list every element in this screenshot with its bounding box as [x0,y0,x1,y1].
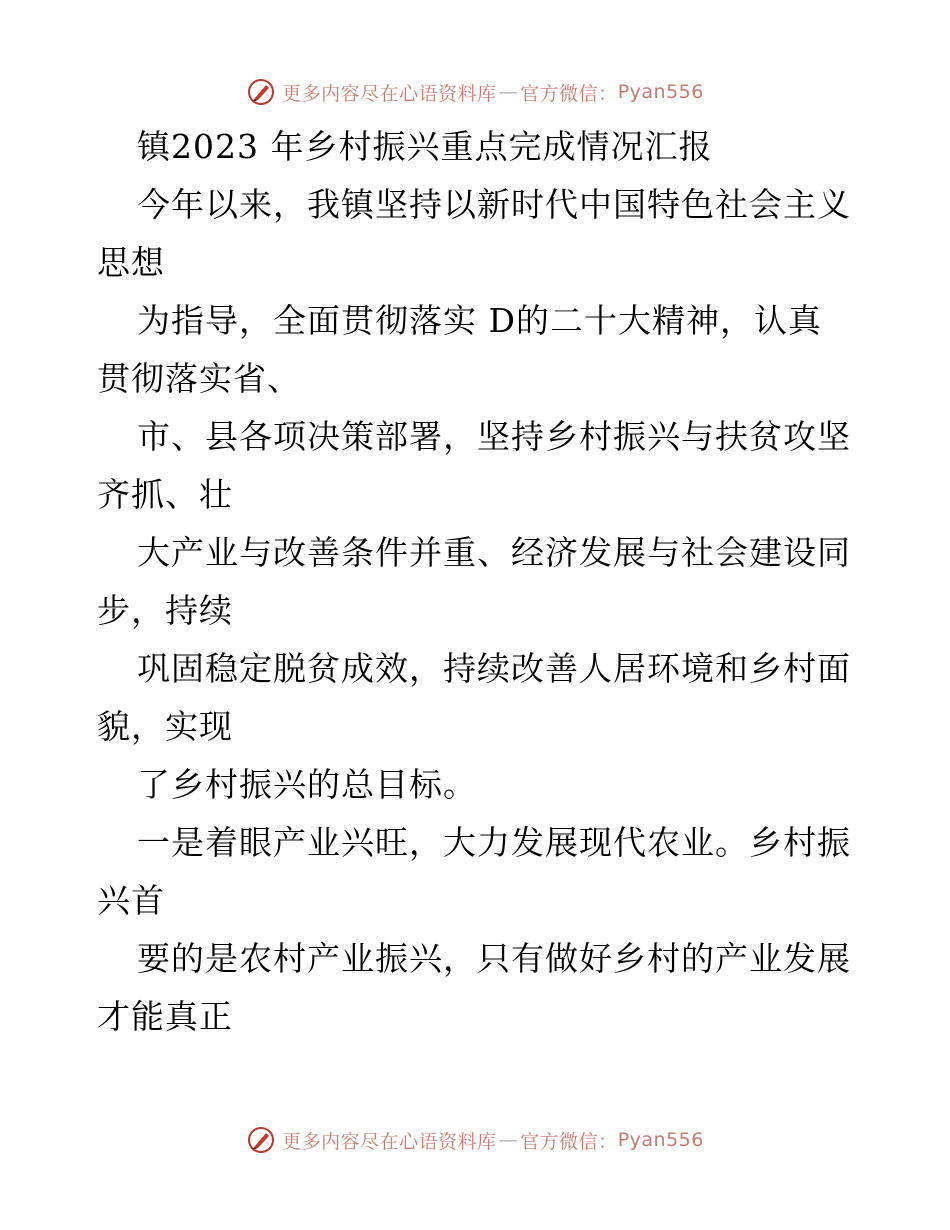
watermark-text: 更多内容尽在心语资料库 [282,1130,497,1153]
paragraph-line: 齐抓、壮 [97,475,233,514]
paragraph-line: 为指导，全面贯彻落实 D的二十大精神，认真 [137,301,822,340]
pen-logo-icon [246,77,276,107]
header-watermark [0,72,950,112]
paragraph-line: 市、县各项决策部署，坚持乡村振兴与扶贫攻坚 [137,417,851,456]
watermark-wechat-id: Pyan556 [617,1129,704,1151]
paragraph-line: 貌，实现 [97,707,233,746]
paragraph-line: 步，持续 [97,591,233,630]
paragraph-line: 一是着眼产业兴旺，大力发展现代农业。乡村振 [137,823,851,862]
document-body [97,118,857,1046]
watermark-wechat-label: 官方微信： [520,82,618,105]
paragraph-line: 思想 [97,243,165,282]
paragraph-line: 兴首 [97,881,165,920]
watermark-dash: — [498,81,519,103]
paragraph-line: 巩固稳定脱贫成效，持续改善人居环境和乡村面 [137,649,851,688]
pen-logo-icon [246,1125,276,1155]
paragraph-line: 要的是农村产业振兴，只有做好乡村的产业发展 [137,939,851,978]
paragraph-line: 今年以来，我镇坚持以新时代中国特色社会主义 [137,185,851,224]
paragraph-line: 大产业与改善条件并重、经济发展与社会建设同 [137,533,851,572]
watermark-text: 更多内容尽在心语资料库 [282,82,497,105]
watermark-dash: — [498,1129,519,1151]
paragraph-line: 才能真正 [97,997,233,1036]
watermark-wechat-label: 官方微信： [520,1130,618,1153]
paragraph-line: 了乡村振兴的总目标。 [137,765,477,804]
paragraph-line: 贯彻落实省、 [97,359,301,398]
footer-watermark [0,1120,950,1160]
watermark-wechat-id: Pyan556 [617,81,704,103]
document-title: 镇2023 年乡村振兴重点完成情况汇报 [137,127,713,166]
